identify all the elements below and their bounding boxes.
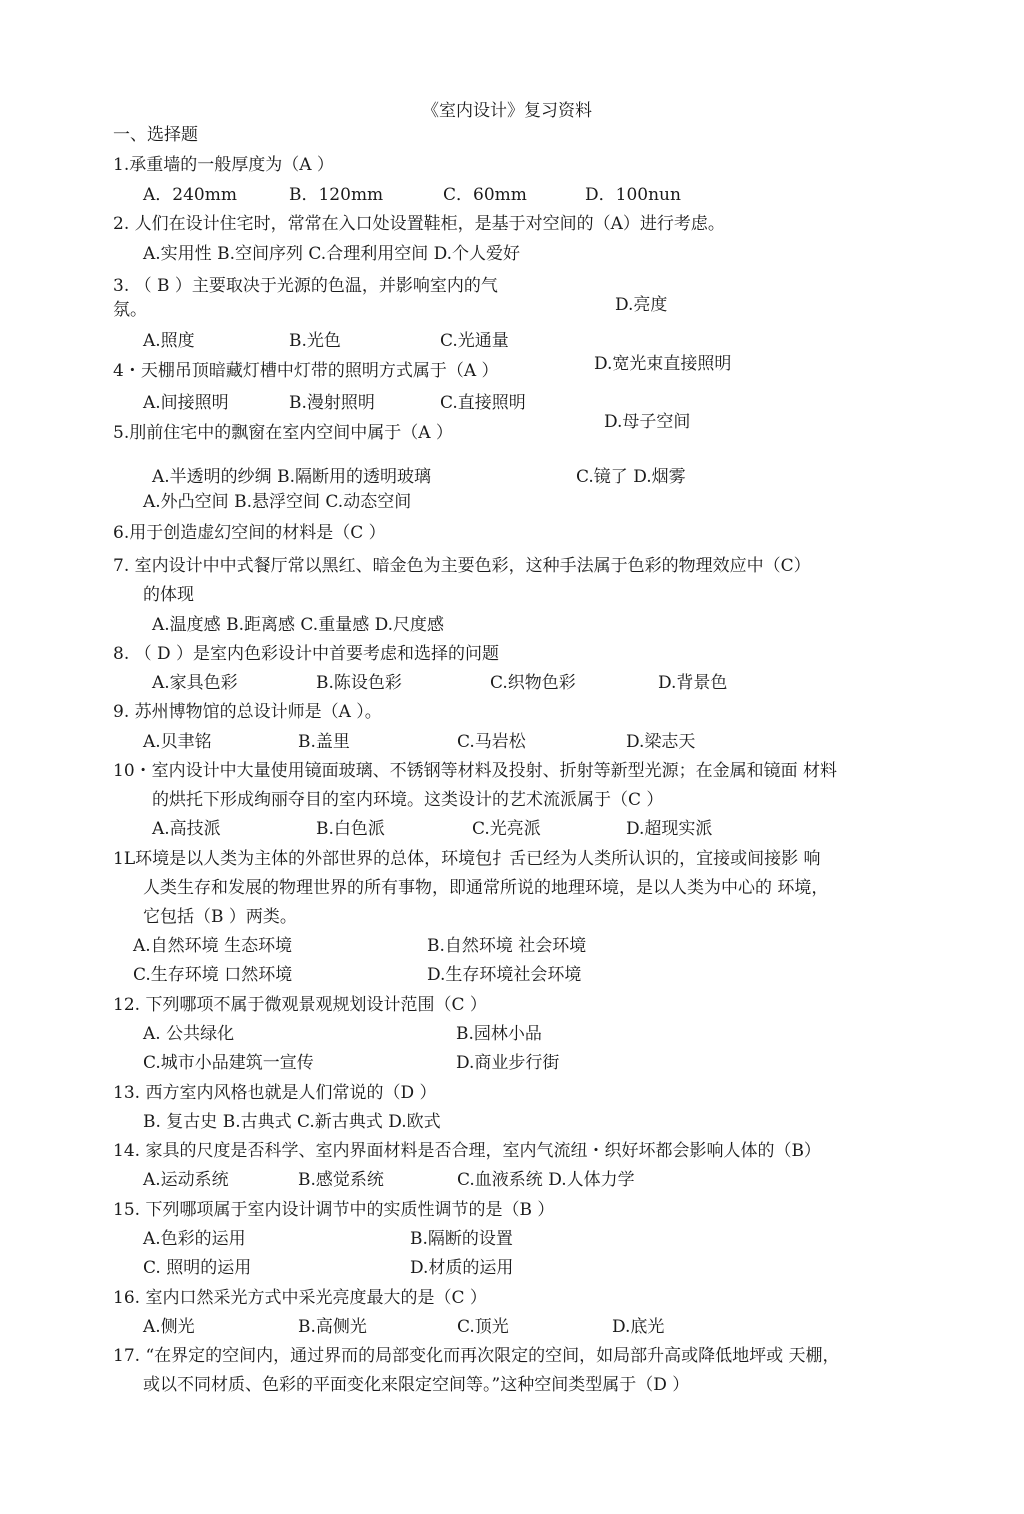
- q15-option-d: D.材质的运用: [410, 1258, 514, 1278]
- question-10-cont: 的烘托下形成绚丽夺目的室内环境。这类设计的艺术流派属于（C ）: [152, 790, 664, 810]
- question-11: 1L环境是以人类为主体的外部世界的总体，环境包扌舌已经为人类所认识的，宜接或间接影 响: [113, 849, 821, 869]
- q9-option-c: C.马岩松: [457, 732, 526, 752]
- q4-option-a: A.间接照明: [143, 393, 229, 413]
- page-title: 《室内设计》复习资料: [422, 101, 592, 121]
- question-11-cont1: 人类生存和发展的物理世界的所有事物，即通常所说的地理环境，是以人类为中心的 环境，: [143, 878, 829, 898]
- q1-option-d: D．100nun: [585, 185, 681, 205]
- q8-option-d: D.背景色: [658, 673, 728, 693]
- question-8: 8. （ D ）是室内色彩设计中首要考虑和选择的问题: [113, 644, 500, 664]
- q15-option-b: B.隔断的设置: [410, 1229, 513, 1249]
- question-17: 17. “在界定的空间内，通过界而的局部变化而再次限定的空间，如局部升高或降低地坪或 天棚，: [113, 1346, 840, 1366]
- q3-option-d: D.亮度: [615, 295, 668, 315]
- q11-option-a: A.自然环境 生态环境: [133, 936, 293, 956]
- q2-options: A.实用性 B.空间序列 C.合理利用空间 D.个人爱好: [143, 244, 521, 264]
- q11-option-d: D.生存环境社会环境: [427, 965, 582, 985]
- q10-option-b: B.白色派: [316, 819, 385, 839]
- question-6: 6.用于创造虚幻空间的材料是（C ）: [113, 523, 386, 543]
- section-heading: 一、选择题: [113, 125, 198, 145]
- q1-option-b: B．120mm: [289, 185, 384, 205]
- q3-option-a: A.照度: [143, 331, 195, 351]
- question-13: 13. 西方室内风格也就是人们常说的（D ）: [113, 1083, 437, 1103]
- q9-option-a: A.贝聿铭: [143, 732, 212, 752]
- q11-option-c: C.生存环境 口然环境: [133, 965, 293, 985]
- q6-options-ab: A.半透明的纱绸 B.隔断用的透明玻璃: [152, 467, 431, 487]
- question-11-cont2: 它包括（B ）两类。: [143, 907, 297, 927]
- question-9: 9. 苏州博物馆的总设计师是（A ）。: [113, 702, 382, 722]
- q7-options: A.温度感 B.距离感 C.重量感 D.尺度感: [152, 615, 445, 635]
- q13-options: B. 复古史 B.古典式 C.新古典式 D.欧式: [143, 1112, 441, 1132]
- q14-options-cd: C.血液系统 D.人体力学: [457, 1170, 635, 1190]
- question-1: 1.承重墙的一般厚度为（A ）: [113, 155, 334, 175]
- question-14: 14. 家具的尺度是否科学、室内界面材料是否合理，室内气流纽・织好坏都会影响人体的（B）: [113, 1141, 821, 1161]
- q10-option-c: C.光亮派: [472, 819, 541, 839]
- question-3-cont: 氛。: [113, 300, 147, 320]
- q5-option-d: D.母子空间: [604, 412, 691, 432]
- q12-option-c: C.城市小品建筑一宣传: [143, 1053, 314, 1073]
- q3-option-c: C.光通量: [440, 331, 509, 351]
- q12-option-b: B.园林小品: [456, 1024, 542, 1044]
- q6-options-cd: C.镜了 D.烟雾: [576, 467, 686, 487]
- q15-option-c: C. 照明的运用: [143, 1258, 252, 1278]
- question-10: 10・室内设计中大量使用镜面玻璃、不锈钢等材料及投射、折射等新型光源；在金属和镜面 材料: [113, 761, 838, 781]
- q4-option-b: B.漫射照明: [289, 393, 375, 413]
- question-7-cont: 的体现: [143, 585, 194, 605]
- question-15: 15. 下列哪项属于室内设计调节中的实质性调节的是（B ）: [113, 1200, 555, 1220]
- question-17-cont: 或以不同材质、色彩的平面变化来限定空间等。”这种空间类型属于（D ）: [143, 1375, 690, 1395]
- q10-option-d: D.超现实派: [626, 819, 713, 839]
- q1-option-c: C．60mm: [443, 185, 527, 205]
- question-3: 3. （ B ）主要取决于光源的色温，并影响室内的气: [113, 276, 498, 296]
- q16-option-d: D.底光: [612, 1317, 665, 1337]
- q15-option-a: A.色彩的运用: [143, 1229, 246, 1249]
- question-16: 16. 室内口然采光方式中采光亮度最大的是（C ）: [113, 1288, 487, 1308]
- q8-option-a: A.家具色彩: [152, 673, 238, 693]
- question-7: 7. 室内设计中中式餐厅常以黑红、暗金色为主要色彩，这种手法属于色彩的物理效应中（C）: [113, 556, 811, 576]
- q5-options: A.外凸空间 B.悬浮空间 C.动态空间: [143, 492, 412, 512]
- q12-option-d: D.商业步行街: [456, 1053, 560, 1073]
- q12-option-a: A. 公共绿化: [143, 1024, 235, 1044]
- q8-option-c: C.织物色彩: [490, 673, 576, 693]
- q14-option-a: A.运动系统: [143, 1170, 229, 1190]
- q8-option-b: B.陈设色彩: [316, 673, 402, 693]
- question-4: 4・天棚吊顶暗藏灯槽中灯带的照明方式属于（A ）: [113, 361, 499, 381]
- q4-option-d: D.宽光束直接照明: [594, 354, 732, 374]
- q10-option-a: A.高技派: [152, 819, 221, 839]
- q1-option-a: A．240mm: [143, 185, 237, 205]
- question-2: 2. 人们在设计住宅时，常常在入口处设置鞋柜，是基于对空间的（A）进行考虑。: [113, 214, 725, 234]
- q4-option-c: C.直接照明: [440, 393, 526, 413]
- q16-option-c: C.顶光: [457, 1317, 509, 1337]
- q16-option-b: B.高侧光: [298, 1317, 367, 1337]
- question-12: 12. 下列哪项不属于微观景观规划设计范围（C ）: [113, 995, 487, 1015]
- q9-option-d: D.梁志天: [626, 732, 696, 752]
- q3-option-b: B.光色: [289, 331, 341, 351]
- q16-option-a: A.侧光: [143, 1317, 195, 1337]
- q11-option-b: B.自然环境 社会环境: [427, 936, 587, 956]
- q9-option-b: B.盖里: [298, 732, 350, 752]
- question-5: 5.刖前住宅中的飘窗在室内空间中属于（A ）: [113, 423, 453, 443]
- q14-option-b: B.感觉系统: [298, 1170, 384, 1190]
